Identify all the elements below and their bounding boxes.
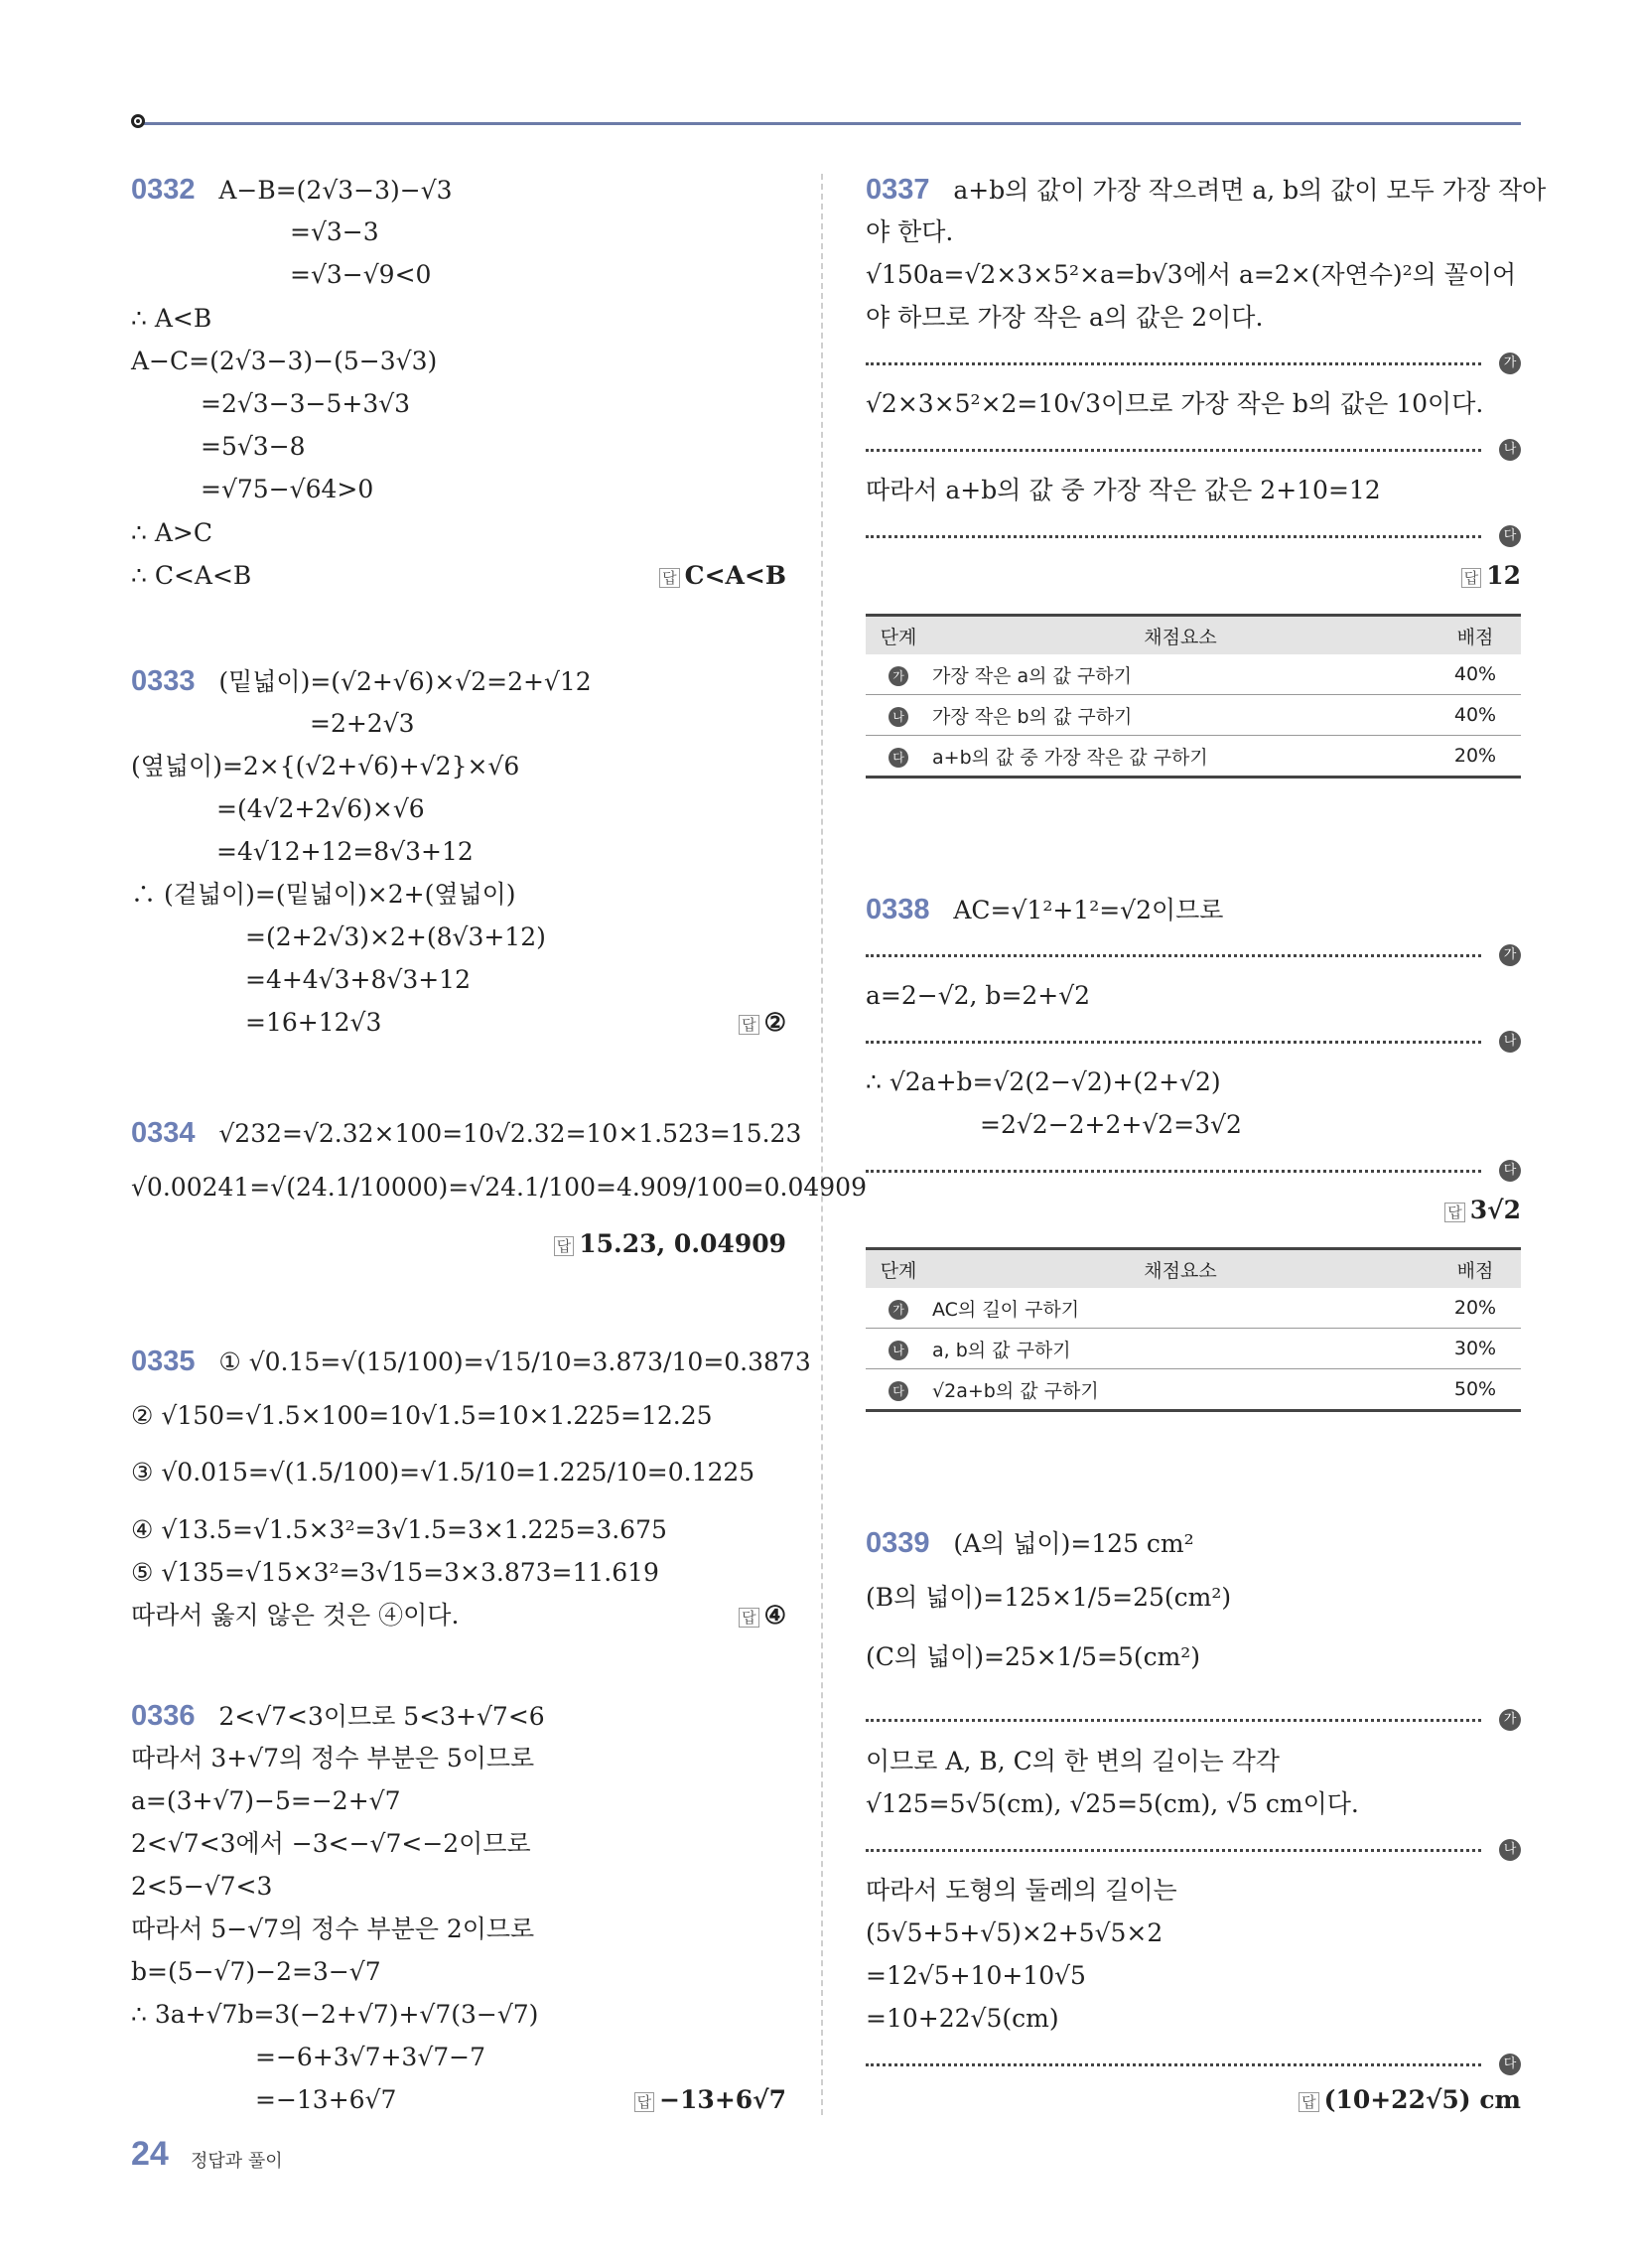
- table-header-row: [866, 1249, 1521, 1289]
- solution-line: a+b의 값이 가장 작으려면 a, b의 값이 모두 가장 작아: [953, 176, 1547, 205]
- table-header: 채점요소: [931, 1249, 1430, 1289]
- table-row: [866, 695, 1521, 736]
- step-marker: 다: [1499, 2054, 1521, 2075]
- step-divider: [866, 449, 1481, 452]
- solution-line: 야 한다.: [866, 217, 954, 246]
- answer-mark: 답: [659, 568, 680, 588]
- step-marker: 가: [1499, 944, 1521, 966]
- table-cell: AC의 길이 구하기: [931, 1288, 1430, 1329]
- step-marker: 가: [1499, 353, 1521, 374]
- answer-mark: 답: [554, 1236, 575, 1256]
- answer: [739, 1007, 786, 1039]
- answer: [1444, 1195, 1521, 1226]
- step-divider: [866, 1170, 1481, 1173]
- solution-line: =4√12+12=8√3+12: [216, 837, 474, 866]
- answer-value: 3√2: [1469, 1196, 1521, 1224]
- answer-mark: 답: [739, 1015, 759, 1035]
- solution-line: 따라서 도형의 둘레의 길이는: [866, 1876, 1177, 1905]
- solution-line: (옆넓이)=2×{(√2+√6)+√2}×√6: [131, 752, 520, 780]
- table-row: [866, 1288, 1521, 1329]
- table-header: 단계: [866, 616, 931, 655]
- step-badge: 다: [889, 748, 908, 768]
- solution-line: √150a=√2×3×5²×a=b√3에서 a=2×(자연수)²의 꼴이어: [866, 260, 1517, 289]
- solution-line: =2√3−3−5+3√3: [201, 389, 411, 418]
- problem-0335: [131, 1346, 811, 1643]
- answer-mark: 답: [1444, 1203, 1465, 1222]
- step-marker: 다: [1499, 1160, 1521, 1182]
- table-cell: √2a+b의 값 구하기: [931, 1369, 1430, 1411]
- problem-number: 0337: [866, 174, 930, 206]
- table-cell: 50%: [1430, 1369, 1521, 1411]
- solution-line: ∴ C<A<B: [131, 561, 252, 590]
- table-row: [866, 1369, 1521, 1411]
- step-badge: 나: [889, 1341, 908, 1360]
- problem-0338: [866, 894, 1521, 1231]
- solution-line: ∴ √2a+b=√2(2−√2)+(2+√2): [866, 1067, 1221, 1096]
- problem-number: 0334: [131, 1117, 196, 1149]
- problem-number: 0335: [131, 1346, 196, 1377]
- answer-value: (10+22√5) cm: [1323, 2085, 1521, 2114]
- solution-line: 이므로 A, B, C의 한 변의 길이는 각각: [866, 1747, 1280, 1775]
- solution-line: =16+12√3: [245, 1008, 382, 1037]
- problem-number: 0333: [131, 665, 196, 697]
- answer: [739, 1600, 786, 1631]
- solution-line: (밑넓이)=(√2+√6)×√2=2+√12: [218, 667, 592, 696]
- table-header: 단계: [866, 1249, 931, 1289]
- solution-line: =4+4√3+8√3+12: [245, 965, 471, 994]
- solution-line: (A의 넓이)=125 cm²: [953, 1529, 1194, 1558]
- step-divider: [866, 1719, 1481, 1722]
- answer-value: 12: [1486, 561, 1521, 590]
- solution-line: A−C=(2√3−3)−(5−3√3): [131, 347, 438, 375]
- problem-0332: [131, 174, 786, 611]
- solution-line: ② √150=√1.5×100=10√1.5=10×1.225=12.25: [131, 1401, 713, 1430]
- problem-0336: [131, 1700, 786, 2117]
- answer-mark: 답: [1299, 2092, 1319, 2112]
- scoring-table-0338: [866, 1247, 1521, 1412]
- step-divider: [866, 2063, 1481, 2066]
- solution-line: =2√2−2+2+√2=3√2: [980, 1110, 1242, 1139]
- solution-line: ∴ A<B: [131, 304, 212, 333]
- table-cell: 가장 작은 a의 값 구하기: [931, 654, 1430, 695]
- problem-0339: [866, 1527, 1521, 2123]
- solution-line: 따라서 옳지 않은 것은 ④이다.: [131, 1601, 460, 1630]
- table-cell: 30%: [1430, 1329, 1521, 1369]
- step-divider: [866, 1041, 1481, 1044]
- solution-line: 야 하므로 가장 작은 a의 값은 2이다.: [866, 303, 1264, 332]
- table-row: [866, 654, 1521, 695]
- step-badge: 가: [889, 666, 908, 686]
- right-column: [866, 0, 1547, 2268]
- step-marker: 나: [1499, 1031, 1521, 1053]
- step-badge: 나: [889, 707, 908, 727]
- table-header-row: [866, 616, 1521, 655]
- solution-line: =√3−3: [290, 217, 379, 246]
- step-marker: 다: [1499, 525, 1521, 547]
- solution-line: ⑤ √135=√15×3²=3√15=3×3.873=11.619: [131, 1558, 659, 1587]
- table-cell: a, b의 값 구하기: [931, 1329, 1430, 1369]
- solution-line: =−6+3√7+3√7−7: [255, 2043, 486, 2071]
- problem-0333: [131, 665, 786, 1063]
- solution-line: ∴ (겉넓이)=(밑넓이)×2+(옆넓이): [131, 880, 516, 909]
- answer: [554, 1228, 786, 1260]
- step-badge: 가: [889, 1300, 908, 1320]
- solution-line: ① √0.15=√(15/100)=√15/10=3.873/10=0.3873: [218, 1347, 811, 1376]
- left-column: [131, 0, 867, 2268]
- solution-line: =5√3−8: [201, 432, 306, 461]
- table-header: 배점: [1430, 1249, 1521, 1289]
- table-cell: 가장 작은 b의 값 구하기: [931, 695, 1430, 736]
- solution-line: ④ √13.5=√1.5×3²=3√1.5=3×1.225=3.675: [131, 1515, 667, 1544]
- answer-value: ④: [763, 1601, 786, 1630]
- scoring-table-0337: [866, 614, 1521, 779]
- solution-line: =√3−√9<0: [290, 260, 432, 289]
- problem-number: 0336: [131, 1700, 196, 1732]
- table-cell: 20%: [1430, 1288, 1521, 1329]
- step-marker: 나: [1499, 439, 1521, 461]
- step-divider: [866, 535, 1481, 538]
- step-marker: 가: [1499, 1709, 1521, 1731]
- solution-line: =(4√2+2√6)×√6: [216, 794, 425, 823]
- solution-line: 2<5−√7<3: [131, 1872, 273, 1901]
- answer-mark: 답: [634, 2092, 655, 2112]
- table-row: [866, 1329, 1521, 1369]
- answer: [1299, 2084, 1521, 2116]
- solution-line: A−B=(2√3−3)−√3: [218, 176, 453, 205]
- answer-value: 15.23, 0.04909: [579, 1229, 786, 1258]
- solution-line: AC=√1²+1²=√2이므로: [953, 896, 1224, 924]
- table-row: [866, 736, 1521, 778]
- step-badge: 다: [889, 1381, 908, 1401]
- solution-line: (5√5+5+√5)×2+5√5×2: [866, 1918, 1163, 1947]
- answer-value: C<A<B: [684, 561, 786, 590]
- solution-line: (B의 넓이)=125×1/5=25(cm²): [866, 1583, 1232, 1612]
- answer-mark: 답: [1461, 568, 1482, 588]
- solution-line: ∴ 3a+√7b=3(−2+√7)+√7(3−√7): [131, 2000, 539, 2029]
- step-divider: [866, 362, 1481, 365]
- answer-value: ②: [763, 1008, 786, 1037]
- solution-line: ∴ A>C: [131, 518, 212, 547]
- column-divider: [821, 174, 823, 2115]
- solution-line: =√75−√64>0: [201, 475, 374, 503]
- solution-line: a=(3+√7)−5=−2+√7: [131, 1786, 401, 1815]
- solution-line: ③ √0.015=√(1.5/100)=√1.5/10=1.225/10=0.1225: [131, 1458, 755, 1487]
- step-divider: [866, 954, 1481, 957]
- problem-number: 0338: [866, 894, 930, 925]
- solution-line: 2<√7<3에서 −3<−√7<−2이므로: [131, 1829, 531, 1858]
- problem-number: 0339: [866, 1527, 930, 1559]
- step-divider: [866, 1849, 1481, 1852]
- problem-number: 0332: [131, 174, 196, 206]
- table-cell: a+b의 값 중 가장 작은 값 구하기: [931, 736, 1430, 778]
- solution-line: =−13+6√7: [255, 2085, 397, 2114]
- solution-line: =(2+2√3)×2+(8√3+12): [245, 922, 546, 951]
- solution-line: 따라서 3+√7의 정수 부분은 5이므로: [131, 1744, 535, 1772]
- solution-line: √232=√2.32×100=10√2.32=10×1.523=15.23: [218, 1119, 802, 1148]
- table-header: 배점: [1430, 616, 1521, 655]
- answer: [1461, 560, 1521, 592]
- solution-line: =12√5+10+10√5: [866, 1961, 1086, 1990]
- solution-line: b=(5−√7)−2=3−√7: [131, 1957, 381, 1986]
- solution-line: =10+22√5(cm): [866, 2004, 1059, 2033]
- solution-line: 따라서 a+b의 값 중 가장 작은 값은 2+10=12: [866, 476, 1381, 504]
- solution-line: √125=5√5(cm), √25=5(cm), √5 cm이다.: [866, 1789, 1359, 1818]
- solution-line: 따라서 5−√7의 정수 부분은 2이므로: [131, 1914, 535, 1943]
- problem-0334: [131, 1117, 867, 1266]
- table-cell: 20%: [1430, 736, 1521, 778]
- problem-0337: [866, 174, 1547, 591]
- answer-mark: 답: [739, 1608, 759, 1628]
- solution-line: √0.00241=√(24.1/10000)=√24.1/100=4.909/100=0.04909: [131, 1173, 867, 1202]
- solution-line: 2<√7<3이므로 5<3+√7<6: [218, 1702, 545, 1731]
- page-number: 24: [131, 2135, 169, 2173]
- answer: [659, 560, 786, 592]
- solution-line: √2×3×5²×2=10√3이므로 가장 작은 b의 값은 10이다.: [866, 389, 1484, 418]
- table-cell: 40%: [1430, 695, 1521, 736]
- page-label: 정답과 풀이: [191, 2151, 283, 2172]
- solution-line: =2+2√3: [310, 709, 415, 738]
- table-cell: 40%: [1430, 654, 1521, 695]
- table-header: 채점요소: [931, 616, 1430, 655]
- solution-line: (C의 넓이)=25×1/5=5(cm²): [866, 1642, 1201, 1671]
- answer-value: −13+6√7: [659, 2085, 786, 2114]
- answer: [634, 2084, 786, 2116]
- step-marker: 나: [1499, 1839, 1521, 1861]
- solution-line: a=2−√2, b=2+√2: [866, 981, 1091, 1010]
